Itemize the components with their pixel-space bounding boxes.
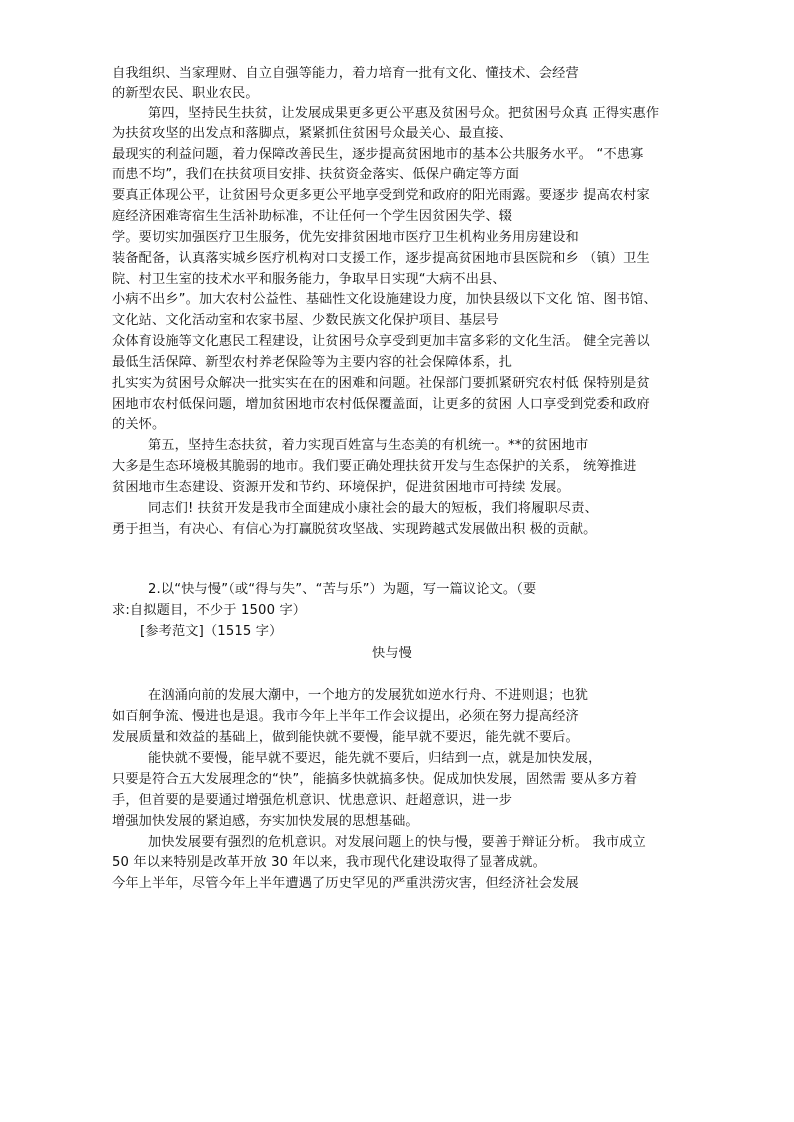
- text-line: 自我组织、当家理财、自立自强等能力，着力培育一批有文化、懂技术、会经营: [112, 66, 579, 81]
- text-line: 发展质量和效益的基础上，做到能快就不要慢，能早就不要迟，能先就不要后。: [112, 730, 579, 745]
- text-line: 只要是符合五大发展理念的“快”，能搞多快就搞多快。促成加快发展，固然需 要从多方着: [112, 772, 638, 787]
- text-line: 众体育设施等文化惠民工程建设，让贫困号众享受到更加丰富多彩的文化生活。 健全完善以: [112, 334, 650, 349]
- text-line: 最现实的利益问题，着力保障改善民生，逐步提高贫困地市的基本公共服务水平。 “不患寡: [112, 147, 644, 162]
- text-line: 50 年以来特别是改革开放 30 年以来，我市现代化建设取得了显著成就。: [112, 855, 546, 870]
- text-line: 文化站、文化活动室和农家书屋、少数民族文化保护项目、基层号: [112, 313, 499, 328]
- text-line: 第五，坚持生态扶贫，着力实现百姓富与生态美的有机统一。**的贫困地市: [148, 438, 589, 453]
- text-line: 第四，坚持民生扶贫，让发展成果更多更公平惠及贫困号众。把贫困号众真 正得实惠作: [148, 106, 660, 121]
- text-line: 加快发展要有强烈的危机意识。对发展问题上的快与慢，要善于辩证分析。 我市成立: [148, 835, 646, 850]
- text-line: 为扶贫攻坚的出发点和落脚点，紧紧抓住贫困号众最关心、最直接、: [112, 126, 513, 141]
- text-line: 扎实实为贫困号众解决一批实实在在的困难和问题。社保部门要抓紧研究农村低 保特别是贫: [112, 376, 650, 391]
- text-line: 小病不出乡”。加大农村公益性、基础性文化设施建设力度，加快县级以下文化 馆、图书馆、: [112, 292, 657, 307]
- text-line: 要真正体现公平，让贫困号众更多更公平地享受到党和政府的阳光雨露。要逐步 提高农村家: [112, 188, 650, 203]
- text-line: 在汹涌向前的发展大潮中，一个地方的发展犹如逆水行舟、不进则退；也犹: [148, 688, 589, 703]
- text-line: 手，但首要的是要通过增强危机意识、忧患意识、赶超意识，进一步: [112, 793, 513, 808]
- text-line: 大多是生态环境极其脆弱的地市。我们要正确处理扶贫开发与生态保护的关系， 统筹推进: [112, 459, 637, 474]
- text-line: 勇于担当，有决心、有信心为打赢脱贫攻坚战、实现跨越式发展做出积 极的贡献。: [112, 522, 597, 537]
- essay-title: 快与慢: [372, 646, 413, 661]
- text-line: 求:自拟题目，不少于 1500 字）: [112, 603, 307, 618]
- text-line: 2.以“快与慢”（或“得与失”、“苦与乐”）为题，写一篇议论文。（要: [148, 582, 537, 597]
- text-line: 院、村卫生室的技术水平和服务能力，争取早日实现“大病不出县、: [112, 272, 506, 287]
- text-line: 的关怀。: [112, 417, 166, 432]
- text-line: 贫困地市生态建设、资源开发和节约、环境保护，促进贫困地市可持续 发展。: [112, 480, 570, 495]
- text-line: 最低生活保障、新型农村养老保险等为主要内容的社会保障体系，扎: [112, 355, 513, 370]
- text-line: 庭经济困难寄宿生生活补助标准，不让任何一个学生因贫困失学、辍: [112, 209, 513, 224]
- text-line: 今年上半年，尽管今年上半年遭遇了历史罕见的严重洪涝灾害，但经济社会发展: [112, 876, 579, 891]
- text-line: 同志们! 扶贫开发是我市全面建成小康社会的最大的短板，我们将履职尽责、: [148, 501, 598, 516]
- text-line: 装备配备，认真落实城乡医疗机构对口支援工作，逐步提高贫困地市县医院和乡 （镇）卫生: [112, 251, 650, 266]
- text-line: 能快就不要慢，能早就不要迟，能先就不要后，归结到一点，就是加快发展，: [148, 751, 602, 766]
- text-line: 如百舸争流、慢进也是退。我市今年上半年工作会议提出，必须在努力提高经济: [112, 709, 579, 724]
- text-line: 而患不均”，我们在扶贫项目安排、扶贫资金落实、低保户确定等方面: [112, 167, 520, 182]
- text-line: 增强加快发展的紧迫感，夯实加快发展的思想基础。: [112, 814, 419, 829]
- text-line: [参考范文]（1515 字）: [140, 624, 283, 639]
- text-line: 困地市农村低保问题，增加贫困地市农村低保覆盖面，让更多的贫困 人口享受到党委和政府: [112, 397, 650, 412]
- text-line: 的新型农民、职业农民。: [112, 86, 259, 101]
- text-line: 学。要切实加强医疗卫生服务，优先安排贫困地市医疗卫生机构业务用房建设和: [112, 230, 579, 245]
